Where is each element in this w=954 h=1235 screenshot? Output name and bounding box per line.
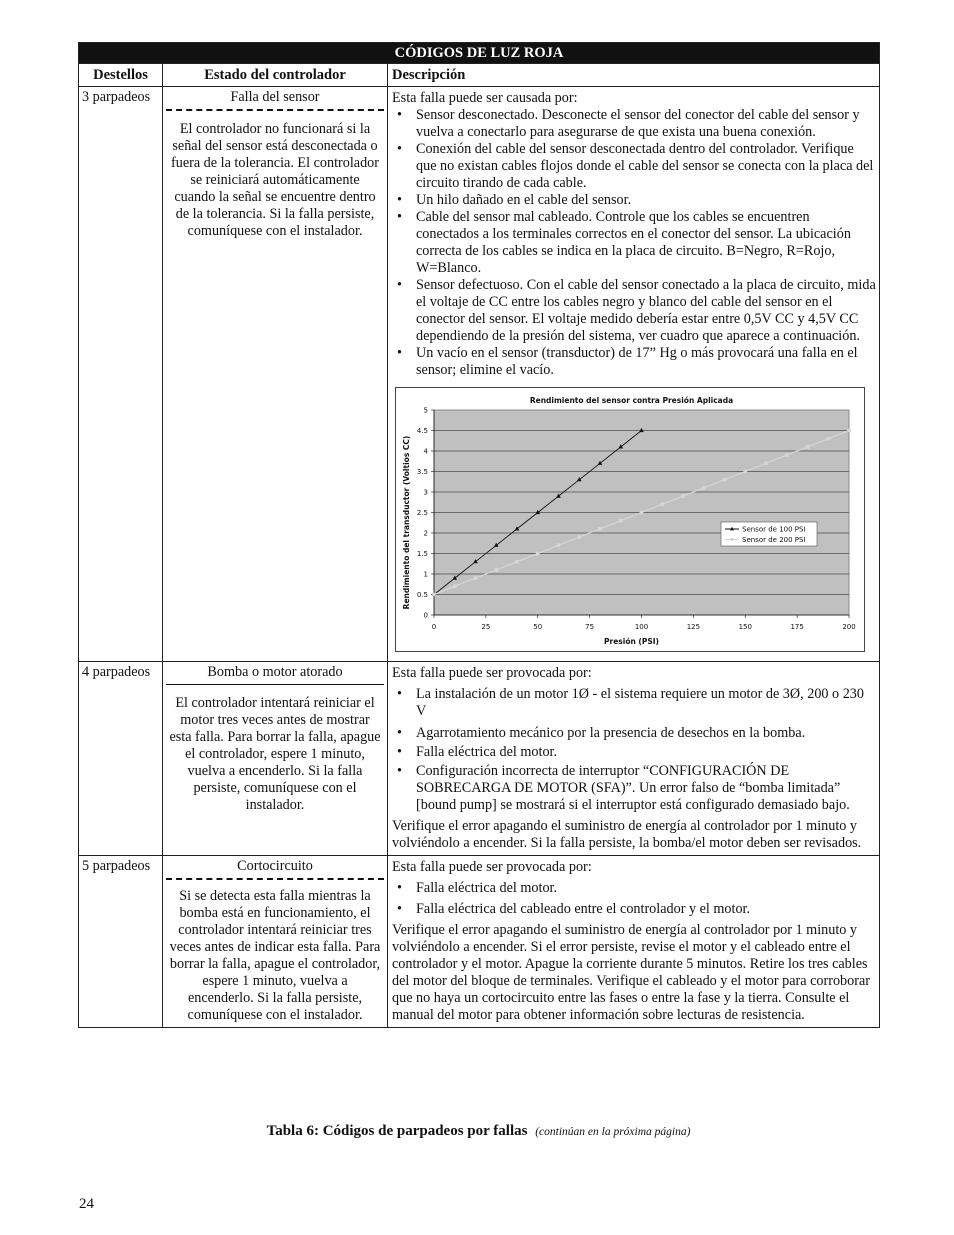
y-tick-label: 2.5 bbox=[416, 509, 428, 517]
cause-item: • Configuración incorrecta de interruptor “CONFIGURACIÓN DE SOBRECARGA DE MOTOR (SFA)”. Un error falso de “bomba limitada” [bound pump] se mostrará si el interruptor está configurado demasiado bajo. bbox=[416, 763, 876, 814]
fault-description bbox=[388, 87, 880, 662]
x-tick-label: 125 bbox=[686, 623, 701, 631]
header-controller-state: Estado del controlador bbox=[163, 64, 388, 87]
state-description: El controlador no funcionará si la señal del sensor está desconectada o fuera de la tolerancia. El controlador se reiniciará automáticamente cuando la señal se encuentre dentro de la tolerancia. Si la falla persiste, comuníquese con el instalador. bbox=[171, 121, 379, 239]
table-row bbox=[79, 87, 880, 662]
data-point bbox=[474, 576, 478, 580]
header-flashes: Destellos bbox=[79, 64, 163, 87]
data-point bbox=[681, 494, 685, 498]
y-tick-label: 4 bbox=[423, 447, 428, 456]
cause-item: • Cable del sensor mal cableado. Controle que los cables se encuentren conectados a los terminales correctos en el conector del sensor. La ubicación correcta de los cables se indica en la placa de circuito. B=Negro, R=Rojo, W=Blanco. bbox=[416, 209, 876, 277]
sensor-performance-chart bbox=[395, 387, 865, 652]
x-tick-label: 100 bbox=[634, 623, 649, 631]
data-point bbox=[723, 478, 727, 482]
legend-marker bbox=[731, 538, 734, 541]
controller-state bbox=[163, 856, 388, 1028]
table-caption bbox=[78, 1123, 879, 1140]
x-axis-label: Presión (PSI) bbox=[604, 637, 659, 646]
data-point bbox=[598, 527, 602, 531]
page-number: 24 bbox=[79, 1196, 94, 1212]
cause-item: • La instalación de un motor 1Ø - el sistema requiere un motor de 3Ø, 200 o 230 V bbox=[416, 686, 876, 720]
data-point bbox=[515, 560, 519, 564]
caption-text: Tabla 6: Códigos de parpadeos por fallas bbox=[266, 1123, 528, 1139]
header-description: Descripción bbox=[388, 64, 880, 87]
table-row bbox=[79, 662, 880, 856]
data-point bbox=[785, 453, 789, 457]
cause-item: • Un vacío en el sensor (transductor) de 17” Hg o más provocará una falla en el sensor; elimine el vacío. bbox=[416, 345, 876, 379]
verification-note: Verifique el error apagando el suministro de energía al controlador por 1 minuto y volviéndolo a encender. Si el error persiste, revise el motor y el cableado entre el controlador y el motor. Apague la corriente durante 5 minutos. Retire los tres cables del motor del bloque de terminales. Verifique el cableado y el motor para corroborar que no haya un cortocircuito entre las fases o entre la fase y la tierra. Consulte el manual del motor para obtener información sobre lecturas de resistencia. bbox=[392, 922, 870, 1023]
x-tick-label: 25 bbox=[481, 623, 491, 631]
y-tick-label: 3.5 bbox=[416, 468, 428, 476]
data-point bbox=[557, 544, 561, 548]
data-point bbox=[743, 470, 747, 474]
cause-item: • Agarrotamiento mecánico por la presencia de desechos en la bomba. bbox=[416, 725, 876, 742]
x-tick-label: 50 bbox=[533, 623, 543, 631]
red-light-codes-table bbox=[78, 42, 880, 1028]
flash-count: 4 parpadeos bbox=[79, 662, 163, 856]
chart-svg bbox=[396, 388, 864, 651]
y-axis-label: Rendimiento del transductor (Voltios CC) bbox=[402, 435, 411, 610]
chart-title: Rendimiento del sensor contra Presión Aplicada bbox=[529, 396, 734, 405]
y-tick-label: 0.5 bbox=[416, 591, 428, 599]
x-tick-label: 200 bbox=[842, 623, 856, 631]
y-tick-label: 2 bbox=[423, 529, 428, 538]
data-point bbox=[847, 429, 851, 433]
legend-label: Sensor de 100 PSI bbox=[742, 525, 806, 534]
x-tick-label: 175 bbox=[790, 623, 804, 631]
state-description: El controlador intentará reiniciar el motor tres veces antes de mostrar esta falla. Para borrar la falla, apague el controlador, espere 1 minuto, vuelva a encenderlo. Si la falla persiste, comuníquese con el instalador. bbox=[169, 695, 381, 813]
data-point bbox=[660, 503, 664, 507]
fault-description bbox=[388, 662, 880, 856]
data-point bbox=[764, 462, 768, 466]
fault-description bbox=[388, 856, 880, 1028]
cause-item: • Falla eléctrica del motor. bbox=[416, 880, 876, 897]
verification-note: Verifique el error apagando el suministro de energía al controlador por 1 minuto y volviéndolo a encender. Si la falla persiste, la bomba/el motor deben ser revisados. bbox=[392, 818, 862, 851]
data-point bbox=[619, 519, 623, 523]
state-description: Si se detecta esta falla mientras la bomba está en funcionamiento, el controlador intentará reiniciar tres veces antes de indicar esta falla. Para borrar la falla, apague el controlador, espere 1 minuto, vuelva a encenderlo. Si la falla persiste, comuníquese con el instalador. bbox=[169, 888, 381, 1023]
legend-label: Sensor de 200 PSI bbox=[742, 536, 806, 544]
y-tick-label: 5 bbox=[423, 406, 428, 415]
data-point bbox=[536, 552, 540, 556]
y-tick-label: 1.5 bbox=[416, 550, 428, 558]
data-point bbox=[577, 535, 581, 539]
state-title: Cortocircuito bbox=[237, 858, 313, 874]
cause-item: • Falla eléctrica del cableado entre el controlador y el motor. bbox=[416, 901, 876, 918]
x-tick-label: 150 bbox=[738, 623, 752, 631]
cause-item: • Sensor desconectado. Desconecte el sensor del conector del cable del sensor y vuelva a conectarlo para asegurarse de que exista una buena conexión. bbox=[416, 107, 876, 141]
cause-intro: Esta falla puede ser provocada por: bbox=[392, 859, 592, 875]
x-tick-label: 75 bbox=[585, 623, 595, 631]
table-title: CÓDIGOS DE LUZ ROJA bbox=[79, 43, 880, 64]
y-tick-label: 1 bbox=[423, 570, 428, 579]
state-title: Falla del sensor bbox=[230, 89, 320, 105]
flash-count: 5 parpadeos bbox=[79, 856, 163, 1028]
y-tick-label: 3 bbox=[423, 488, 428, 497]
data-point bbox=[432, 593, 436, 597]
data-point bbox=[826, 437, 830, 441]
controller-state bbox=[163, 662, 388, 856]
cause-item: • Un hilo dañado en el cable del sensor. bbox=[416, 192, 876, 209]
data-point bbox=[640, 511, 644, 515]
data-point bbox=[494, 568, 498, 572]
table-row bbox=[79, 856, 880, 1028]
state-title: Bomba o motor atorado bbox=[207, 664, 343, 680]
y-tick-label: 4.5 bbox=[416, 427, 428, 435]
controller-state bbox=[163, 87, 388, 662]
data-point bbox=[702, 486, 706, 490]
cause-intro: Esta falla puede ser causada por: bbox=[392, 90, 578, 106]
data-point bbox=[453, 585, 457, 589]
cause-item: • Falla eléctrica del motor. bbox=[416, 744, 876, 761]
cause-item: • Sensor defectuoso. Con el cable del sensor conectado a la placa de circuito, mida el voltaje de CC entre los cables negro y blanco del cable del sensor en el conector del sensor. El voltaje medido debería estar entre 0,5V CC y 4,5V CC dependiendo de la presión del sistema, ver cuadro que aparece a continuación. bbox=[416, 277, 876, 345]
y-tick-label: 0 bbox=[423, 611, 428, 620]
caption-note: (continúan en la próxima página) bbox=[535, 1126, 691, 1138]
flash-count: 3 parpadeos bbox=[79, 87, 163, 662]
cause-intro: Esta falla puede ser provocada por: bbox=[392, 665, 592, 681]
cause-item: • Conexión del cable del sensor desconectada dentro del controlador. Verifique que no existan cables flojos donde el cable del sensor se conecta con la placa del circuito tirando de cada cable. bbox=[416, 141, 876, 192]
x-tick-label: 0 bbox=[431, 623, 437, 631]
data-point bbox=[806, 445, 810, 449]
